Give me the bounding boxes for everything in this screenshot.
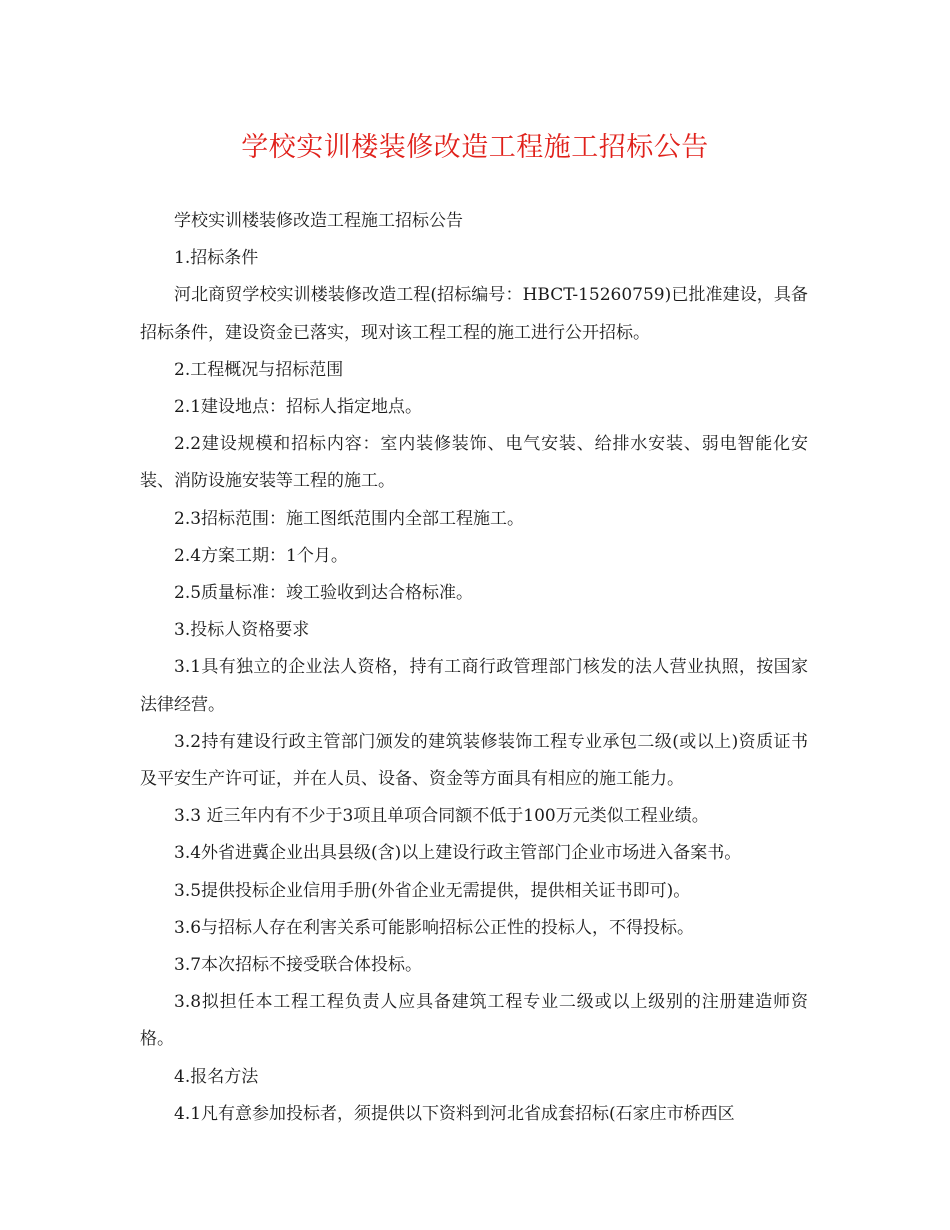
paragraph-3-1: 3.1具有独立的企业法人资格，持有工商行政管理部门核发的法人营业执照，按国家法律经营。 [140,657,808,715]
paragraph-1: 河北商贸学校实训楼装修改造工程(招标编号：HBCT-15260759)已批准建设，具备招标条件，建设资金已落实，现对该工程工程的施工进行公开招标。 [140,285,808,343]
paragraph-2-5: 2.5质量标准：竣工验收到达合格标准。 [174,583,474,604]
paragraph-2-3: 2.3招标范围：施工图纸范围内全部工程施工。 [174,508,525,529]
paragraph-2-1: 2.1建设地点：招标人指定地点。 [174,397,423,418]
paragraph-3-3: 3.3 近三年内有不少于3项且单项合同额不低于100万元类似工程业绩。 [174,806,709,827]
section-heading-2: 2.工程概况与招标范围 [174,359,344,380]
paragraph-3-5: 3.5提供投标企业信用手册(外省企业无需提供，提供相关证书即可)。 [174,880,691,901]
document-body [140,203,808,1133]
paragraph-3-6: 3.6与招标人存在利害关系可能影响招标公正性的投标人，不得投标。 [174,917,695,938]
document-title: 学校实训楼装修改造工程施工招标公告 [241,132,709,163]
section-heading-3: 3.投标人资格要求 [174,620,310,641]
section-heading-1: 1.招标条件 [174,248,259,269]
paragraph-4-1: 4.1凡有意参加投标者，须提供以下资料到河北省成套招标(石家庄市桥西区 [174,1103,735,1124]
paragraph-3-8: 3.8拟担任本工程工程负责人应具备建筑工程专业二级或以上级别的注册建造师资格。 [140,992,808,1050]
paragraph-3-4: 3.4外省进冀企业出具县级(含)以上建设行政主管部门企业市场进入备案书。 [174,843,742,864]
paragraph-2-4: 2.4方案工期：1个月。 [174,545,348,566]
paragraph-subtitle: 学校实训楼装修改造工程施工招标公告 [174,211,463,231]
paragraph-3-7: 3.7本次招标不接受联合体投标。 [174,955,423,976]
paragraph-2-2: 2.2建设规模和招标内容：室内装修装饰、电气安装、给排水安装、弱电智能化安装、消防设施安装等工程的施工。 [140,434,808,492]
paragraph-3-2: 3.2持有建设行政主管部门颁发的建筑装修装饰工程专业承包二级(或以上)资质证书及平安生产许可证，并在人员、设备、资金等方面具有相应的施工能力。 [140,731,808,790]
section-heading-4: 4.报名方法 [174,1066,259,1087]
